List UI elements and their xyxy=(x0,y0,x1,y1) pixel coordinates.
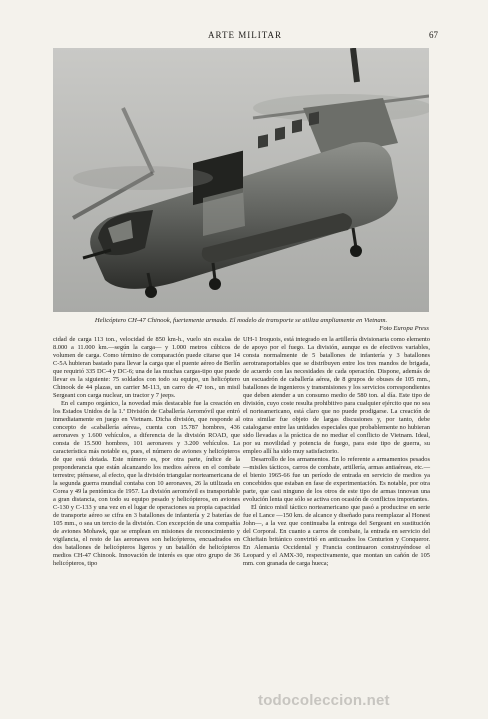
running-title: ARTE MILITAR xyxy=(208,30,282,40)
helicopter-photo xyxy=(53,48,429,312)
helicopter-illustration xyxy=(53,48,429,312)
page-number: 67 xyxy=(429,30,438,40)
figure-caption xyxy=(53,317,429,333)
paragraph: Desarrollo de los armamentos. En lo referente a armamentos pesados —misiles tácticos, carros de combate, artillería, armas antiaéreas, etc.— el bienio 1965-66 fue un período de entrada en servicio de medios ya concebidos que estaban en fase de experimentación. Es notable, por otra parte, que casi ninguno de los otros de este tipo de armas innovan una evolución lenta que sólo se activa con ocasión de conflictos importantes. xyxy=(243,455,430,503)
paragraph: UH-1 Iroquois, está integrado en la artillería divisionaria como elemento de apoyo por el fuego. La división, aunque es de efectivos variables, consta normalmente de 5 batallones de infantería y 3 batallones aerotransportables que se distribuyen entre los tres mandos de brigada, de acuerdo con las necesidades de cada operación. Dispone, además de un escuadrón de caballería aérea, de 8 grupos de obuses de 105 mm., batallones de ingenieros y transmisiones y los servicios correspondientes que deben atender a un consumo medio de 580 ton. al día. Este tipo de división, cuyo coste resulta prohibitivo para cualquier ejército que no sea el norteamericano, está claro que no puede prodigarse. La creación de otra similar fue objeto de largas discusiones y, por tanto, debe catalogarse entre las unidades especiales que probablemente no hubieran sido llevadas a la práctica de no mediar el conflicto de Vietnam. Ideal, por su movilidad y potencia de fuego, para este tipo de guerra, su empleo allí ha sido muy satisfactorio. xyxy=(243,336,430,455)
caption-text: Helicóptero CH-47 Chinook, fuertemente armado. El modelo de transporte se utiliza ampliamente en Vietnam. xyxy=(94,317,388,324)
paragraph: cidad de carga 113 ton., velocidad de 850 km-h., vuelo sin escalas de 8.000 a 11.000 km.—según la carga— y 1.000 metros cúbicos de volumen de carga. Como término de comparación puede citarse que 14 C-5A hubieran bastado para llevar la carga que el puente aéreo de Berlín que requirió 335 DC-4 y DC-6; una de las muchas cargas-tipo que puede llevar es la siguiente: 75 soldados con todo su equipo, un helicóptero Chinook de 44 plazas, un carrier M-113, un carro de 47 ton., un misil Sergeant con carga nuclear, un tractor y 7 jeeps. xyxy=(53,336,240,399)
paragraph: En el campo orgánico, la novedad más destacable fue la creación en los Estados Unidos de la 1.ª División de Caballería Aeromóvil que entró inmediatamente en juego en Vietnam. Dicha división, que responde al concepto de «caballería aérea», cuenta con 15.787 hombres, 436 aeronaves y 1.600 vehículos, a diferencia de la división ROAD, que consta de 15.500 hombres, 101 aeronaves y 3.200 vehículos. La característica más notable es, pues, el número de aviones y helicópteros de que está dotada. Este número es, por otra parte, índice de la preponderancia que están alcanzando los medios aéreos en el combate terrestre; piénsese, al efecto, que la división triangular norteamericana de la segunda guerra mundial contaba con 10 aeronaves, 26 la utilizada en Corea y 49 la pentómica de 1957. La división aeromóvil es transportable a gran distancia, con todo su equipo pesado y helicópteros, en aviones C-130 y C-133 y una vez en el lugar de operaciones su propia capacidad de transporte aéreo se cifra en 3 batallones de infantería y 2 baterías de 105 mm., o sea un tercio de la división. Con excepción de una compañía de aviones Mohawk, que se emplean en misiones de reconocimiento y vigilancia, el resto de las aeronaves son helicópteros, encuadrados en dos batallones de helicópteros ligeros y un batallón de helicópteros medios CH-47 Chinook. Innovación de interés es que otro grupo de 36 helicópteros, tipo xyxy=(53,399,240,567)
watermark-logo: todocoleccion.net xyxy=(258,692,390,709)
paragraph: El único misil táctico norteamericano que pasó a producirse en serie fue el Lance —150 km. de alcance y diseñado para reemplazar al Honest John—, a la vez que continuaba la entrega del Sergeant en sustitución del Corporal. En cuanto a carros de combate, la entrada en servicio del Chieftain británico convirtió en anticuados los Centurion y Conqueror. En Alemania Occidental y Francia continuaron construyéndose el Leopard y el AMX-30, respectivamente, que montan un cañón de 105 mm. con granada de carga hueca; xyxy=(243,503,430,567)
photo-credit: Foto Europa Press xyxy=(379,325,429,332)
left-column xyxy=(53,336,240,568)
page-header xyxy=(52,30,438,44)
right-column xyxy=(243,336,430,568)
